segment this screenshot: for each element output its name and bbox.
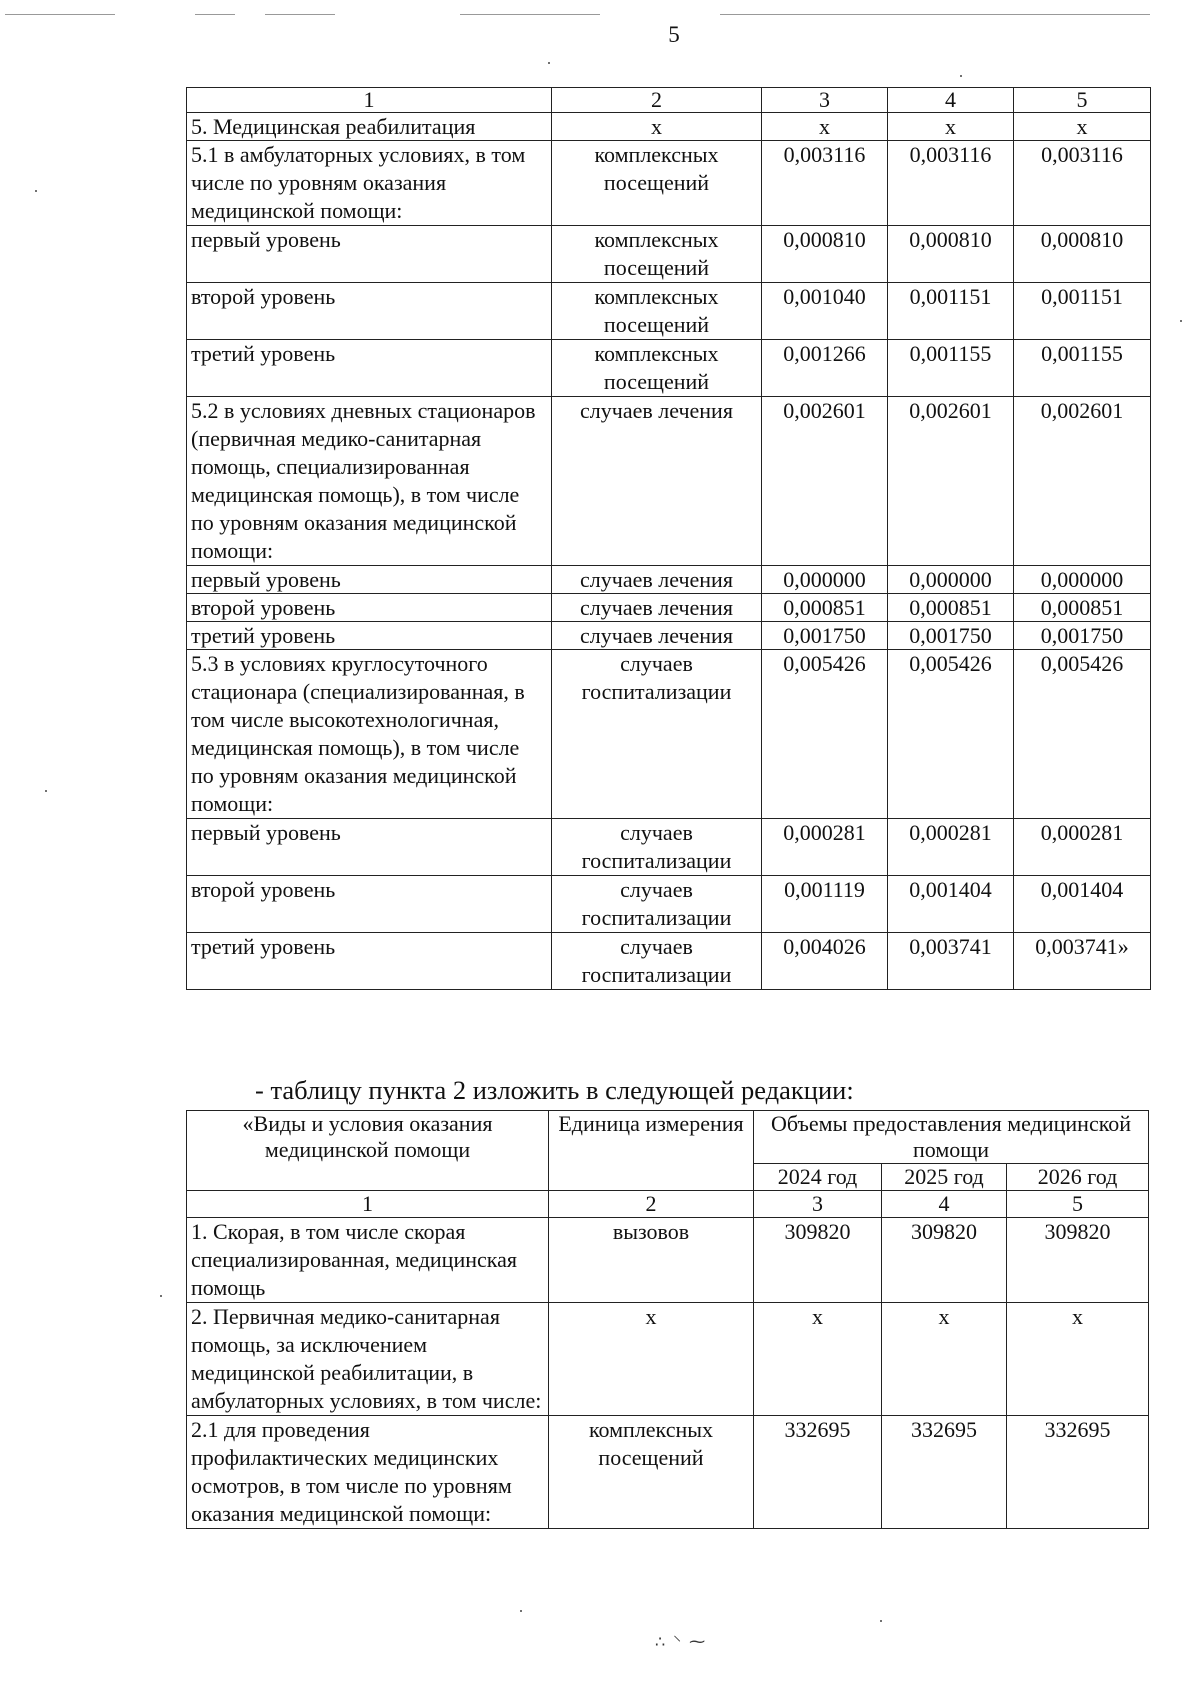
value-2025: 0,005426 [888,650,1014,819]
value-2025: 0,001151 [888,283,1014,340]
table-row [187,1218,1149,1303]
row-unit: случаев лечения [552,566,762,594]
table-row [187,141,1151,226]
row-name: третий уровень [187,340,552,397]
value-2024: 0,000000 [762,566,888,594]
value-2026: 0,003741» [1014,933,1151,990]
table-row [187,819,1151,876]
col-number: 3 [754,1191,882,1218]
col-number: 1 [187,88,552,113]
value-2026: х [1014,113,1151,141]
table-row [187,340,1151,397]
value-2026: 309820 [1007,1218,1149,1303]
value-2024: 0,004026 [762,933,888,990]
value-2025: 0,001155 [888,340,1014,397]
table-row [187,113,1151,141]
value-2025: 0,003741 [888,933,1014,990]
value-2025: 332695 [882,1416,1007,1529]
row-name: второй уровень [187,594,552,622]
row-name: 1. Скорая, в том числе скорая специализированная, медицинская помощь [187,1218,549,1303]
row-name: 5. Медицинская реабилитация [187,113,552,141]
row-unit: комплексных посещений [552,141,762,226]
table-row [187,397,1151,566]
row-unit: комплексных посещений [552,340,762,397]
col-number: 5 [1014,88,1151,113]
scan-speck [160,1295,162,1297]
value-2024: 332695 [754,1416,882,1529]
header-row [187,1111,1149,1164]
value-2026: 0,000281 [1014,819,1151,876]
value-2025: 0,002601 [888,397,1014,566]
row-unit: случаев лечения [552,594,762,622]
value-2026: 0,002601 [1014,397,1151,566]
col-number: 5 [1007,1191,1149,1218]
value-2025: 0,000810 [888,226,1014,283]
instruction-text: - таблицу пункта 2 изложить в следующей редакции: [255,1075,854,1105]
value-2026: х [1007,1303,1149,1416]
col-number: 4 [888,88,1014,113]
rehabilitation-table [186,87,1151,990]
value-2026: 0,003116 [1014,141,1151,226]
header-year: 2025 год [882,1164,1007,1191]
value-2025: 0,001404 [888,876,1014,933]
value-2026: 0,000000 [1014,566,1151,594]
table-row [187,1303,1149,1416]
value-2024: 309820 [754,1218,882,1303]
value-2024: х [754,1303,882,1416]
volumes-table [186,1110,1149,1529]
value-2025: х [888,113,1014,141]
row-name: первый уровень [187,819,552,876]
row-unit: комплексных посещений [549,1416,754,1529]
value-2026: 332695 [1007,1416,1149,1529]
table-row [187,566,1151,594]
row-name: 2.1 для проведения профилактических медицинских осмотров, в том числе по уровням оказания медицинской помощи: [187,1416,549,1529]
value-2025: 0,000000 [888,566,1014,594]
table-row [187,622,1151,650]
value-2024: 0,005426 [762,650,888,819]
value-2025: 0,003116 [888,141,1014,226]
scan-speck [880,1620,882,1622]
row-name: 5.3 в условиях круглосуточного стационара (специализированная, в том числе высокотехнологичная, медицинская помощь), в том числе по уровням оказания медицинской помощи: [187,650,552,819]
scan-speck [548,62,550,64]
table-row [187,1416,1149,1529]
row-unit: х [549,1303,754,1416]
table-row [187,933,1151,990]
row-unit: случаев госпитализации [552,933,762,990]
value-2026: 0,001750 [1014,622,1151,650]
value-2024: 0,003116 [762,141,888,226]
value-2025: 0,001750 [888,622,1014,650]
value-2026: 0,005426 [1014,650,1151,819]
value-2024: 0,001119 [762,876,888,933]
row-name: третий уровень [187,622,552,650]
value-2026: 0,001155 [1014,340,1151,397]
row-unit: случаев лечения [552,622,762,650]
column-number-row [187,88,1151,113]
row-name: первый уровень [187,226,552,283]
scan-speck [960,75,962,77]
row-unit: х [552,113,762,141]
row-name: второй уровень [187,876,552,933]
row-unit: комплексных посещений [552,283,762,340]
value-2025: х [882,1303,1007,1416]
value-2026: 0,001151 [1014,283,1151,340]
row-name: первый уровень [187,566,552,594]
row-name: 2. Первичная медико-санитарная помощь, за исключением медицинской реабилитации, в амбулаторных условиях, в том числе: [187,1303,549,1416]
row-unit: комплексных посещений [552,226,762,283]
value-2024: 0,000281 [762,819,888,876]
row-unit: случаев лечения [552,397,762,566]
value-2026: 0,000851 [1014,594,1151,622]
value-2024: 0,000810 [762,226,888,283]
col-number: 2 [552,88,762,113]
value-2025: 309820 [882,1218,1007,1303]
value-2024: 0,001040 [762,283,888,340]
col-number: 3 [762,88,888,113]
scan-speck [1180,320,1182,322]
value-2026: 0,000810 [1014,226,1151,283]
header-volumes: Объемы предоставления медицинской помощи [754,1111,1149,1164]
row-name: 5.2 в условиях дневных стационаров (первичная медико-санитарная помощь, специализированная медицинская помощь), в том числе по уровням оказания медицинской помощи: [187,397,552,566]
value-2024: 0,000851 [762,594,888,622]
value-2024: 0,001266 [762,340,888,397]
header-year: 2026 год [1007,1164,1149,1191]
scan-speck [35,190,37,192]
scan-speck [45,790,47,792]
column-number-row [187,1191,1149,1218]
row-name: второй уровень [187,283,552,340]
header-unit: Единица измерения [549,1111,754,1191]
col-number: 4 [882,1191,1007,1218]
row-unit: случаев госпитализации [552,650,762,819]
scan-marks: ∴ ⸌ ⁓ [655,1634,708,1651]
col-number: 1 [187,1191,549,1218]
table-row [187,650,1151,819]
header-year: 2024 год [754,1164,882,1191]
col-number: 2 [549,1191,754,1218]
row-unit: случаев госпитализации [552,876,762,933]
table-row [187,226,1151,283]
row-unit: вызовов [549,1218,754,1303]
header-kinds: «Виды и условия оказания медицинской помощи [187,1111,549,1191]
row-name: третий уровень [187,933,552,990]
row-name: 5.1 в амбулаторных условиях, в том числе по уровням оказания медицинской помощи: [187,141,552,226]
value-2024: 0,001750 [762,622,888,650]
page-number: 5 [668,22,680,47]
table-row [187,594,1151,622]
value-2025: 0,000281 [888,819,1014,876]
value-2024: х [762,113,888,141]
value-2025: 0,000851 [888,594,1014,622]
scan-speck [520,1610,522,1612]
row-unit: случаев госпитализации [552,819,762,876]
table-row [187,283,1151,340]
value-2024: 0,002601 [762,397,888,566]
value-2026: 0,001404 [1014,876,1151,933]
table-row [187,876,1151,933]
